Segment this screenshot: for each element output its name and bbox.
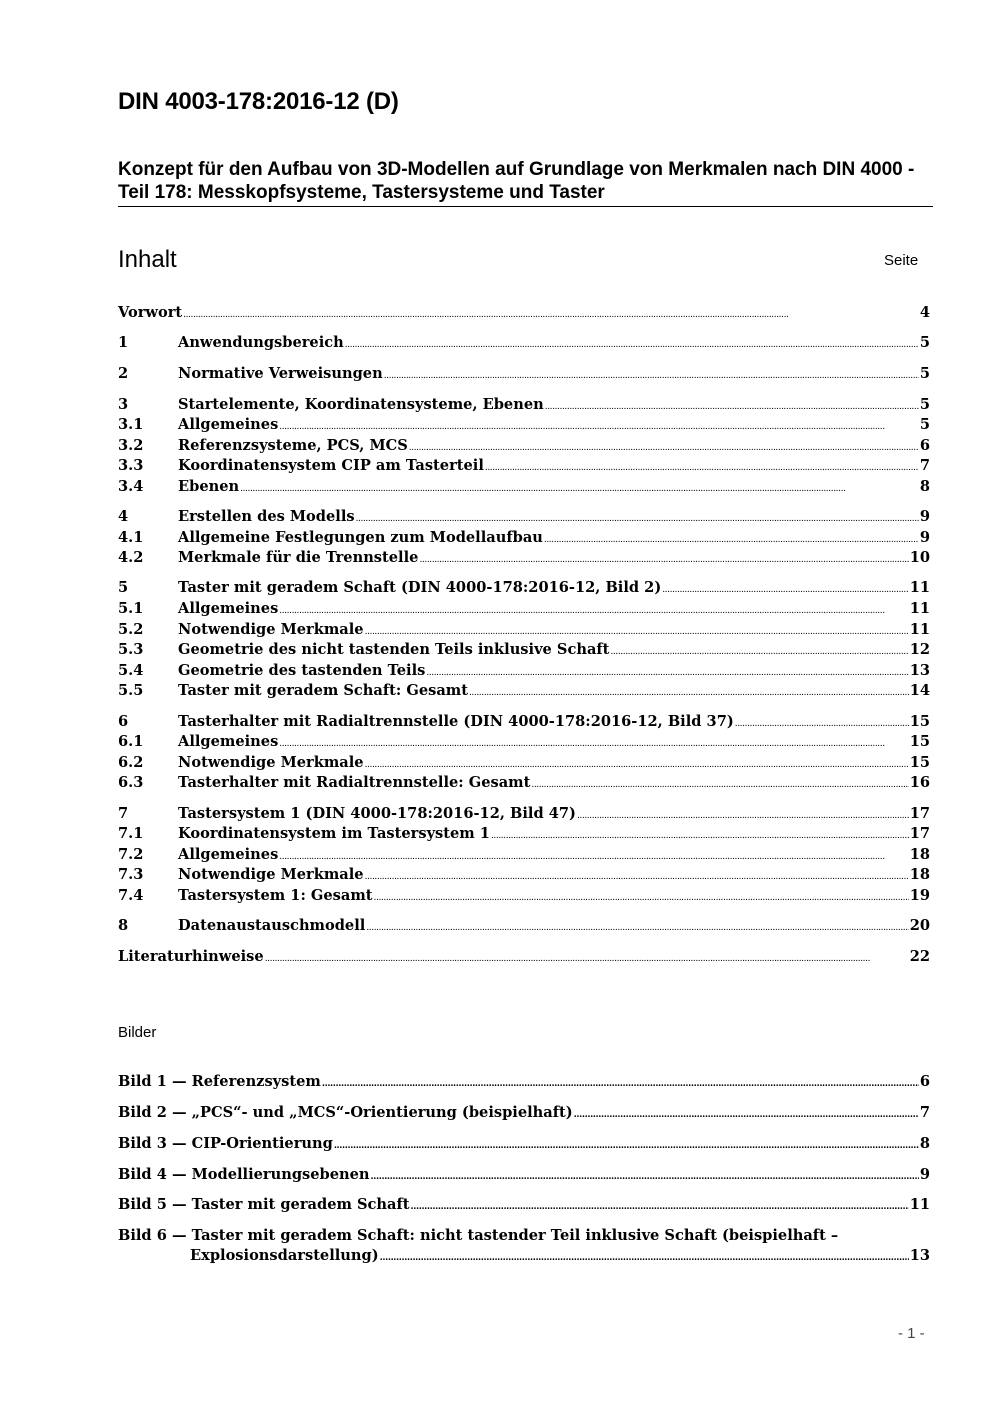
toc-entry-page: 11 (909, 579, 930, 596)
dot-leader (411, 1195, 909, 1217)
figure-entry-page: 8 (919, 1135, 930, 1152)
toc-entry-title: Datenaustauschmodell (178, 917, 366, 934)
toc-entry-title: Allgemeines (178, 846, 279, 863)
toc-entry-title: Notwendige Merkmale (178, 866, 364, 883)
toc-entry-page: 11 (909, 621, 930, 638)
dot-leader (365, 753, 909, 775)
toc-entry-page: 5 (919, 334, 930, 351)
dot-leader (409, 436, 919, 458)
dot-leader (384, 364, 919, 386)
toc-entry-page: 18 (909, 866, 930, 883)
toc-entry-title: Tastersystem 1: Gesamt (178, 887, 373, 904)
toc-entry[interactable] (118, 620, 930, 642)
toc-entry-number: 3.4 (118, 478, 144, 495)
dot-leader (183, 303, 919, 325)
toc-entry[interactable] (118, 456, 930, 478)
toc-entry-title: Allgemeines (178, 416, 279, 433)
toc-entry[interactable] (118, 947, 930, 969)
toc-entry-number: 3.2 (118, 437, 144, 454)
toc-entry[interactable] (118, 732, 930, 754)
figure-entry[interactable] (118, 1165, 930, 1187)
toc-entry-number: 6.1 (118, 733, 144, 750)
toc-entry[interactable] (118, 916, 930, 938)
toc-entry-number: 3 (118, 396, 129, 413)
toc-entry[interactable] (118, 395, 930, 417)
toc-entry-title: Allgemeine Festlegungen zum Modellaufbau (178, 529, 543, 546)
toc-entry[interactable] (118, 599, 930, 621)
toc-heading: Inhalt (118, 246, 177, 273)
toc-entry-title: Taster mit geradem Schaft: Gesamt (178, 682, 468, 699)
toc-entry-page: 16 (909, 774, 930, 791)
toc-entry-title: Anwendungsbereich (178, 334, 344, 351)
toc-entry-title: Allgemeines (178, 600, 279, 617)
figure-entry-title: Bild 5 — Taster mit geradem Schaft (118, 1196, 410, 1213)
toc-entry[interactable] (118, 712, 930, 734)
toc-entry-number: 6.2 (118, 754, 144, 771)
dot-leader (419, 548, 908, 570)
toc-entry-page: 19 (909, 887, 930, 904)
figures-heading: Bilder (118, 1024, 157, 1041)
toc-entry-title: Vorwort (118, 304, 183, 321)
document-subtitle: Konzept für den Aufbau von 3D-Modellen auf Grundlage von Merkmalen nach DIN 4000 - Teil 178: Messkopfsysteme, Tastersysteme und Taster (118, 159, 915, 203)
toc-entry-number: 4.1 (118, 529, 144, 546)
figure-entry-title: Bild 2 — „PCS“- und „MCS“-Orientierung (beispielhaft) (118, 1104, 573, 1121)
dot-leader (279, 845, 908, 867)
figure-entry-page: 9 (919, 1166, 930, 1183)
toc-entry[interactable] (118, 824, 930, 846)
toc-entry-number: 4.2 (118, 549, 144, 566)
dot-leader (662, 578, 908, 600)
dot-leader (345, 333, 919, 355)
toc-entry-title: Erstellen des Modells (178, 508, 355, 525)
figure-entry-page: 6 (919, 1073, 930, 1090)
toc-entry-page: 4 (919, 304, 930, 321)
dot-leader (374, 886, 909, 908)
dot-leader (574, 1103, 919, 1125)
dot-leader (265, 947, 909, 969)
toc-entry-title: Geometrie des tastenden Teils (178, 662, 426, 679)
toc-entry-page: 8 (919, 478, 930, 495)
toc-entry-page: 9 (919, 508, 930, 525)
dot-leader (279, 732, 908, 754)
toc-entry-page: 18 (909, 846, 930, 863)
figure-entry-title-continuation: Explosionsdarstellung) (190, 1247, 379, 1264)
toc-entry-title: Referenzsysteme, PCS, MCS (178, 437, 408, 454)
dot-leader (365, 865, 909, 887)
dot-leader (577, 804, 909, 826)
toc-entry[interactable] (118, 507, 930, 529)
figure-entry[interactable] (118, 1134, 930, 1156)
toc-entry[interactable] (118, 845, 930, 867)
toc-entry-number: 1 (118, 334, 129, 351)
toc-entry[interactable] (118, 333, 930, 355)
toc-entry-number: 6 (118, 713, 129, 730)
toc-entry-number: 5.1 (118, 600, 144, 617)
dot-leader (240, 477, 919, 499)
toc-entry-number: 7.2 (118, 846, 144, 863)
toc-entry-page: 14 (909, 682, 930, 699)
toc-entry-number: 5.2 (118, 621, 144, 638)
toc-entry[interactable] (118, 578, 930, 600)
toc-entry-number: 2 (118, 365, 129, 382)
toc-entry-title: Literaturhinweise (118, 948, 264, 965)
toc-entry-title: Tasterhalter mit Radialtrennstelle (DIN 4000-178:2016-12, Bild 37) (178, 713, 734, 730)
toc-entry-number: 7.4 (118, 887, 144, 904)
figure-entry-title: Bild 6 — Taster mit geradem Schaft: nicht tastender Teil inklusive Schaft (beispielhaft – (118, 1227, 839, 1244)
toc-entry[interactable] (118, 303, 930, 325)
toc-entry-number: 5 (118, 579, 129, 596)
dot-leader (322, 1072, 919, 1094)
toc-entry-title: Normative Verweisungen (178, 365, 383, 382)
toc-entry-page: 15 (909, 754, 930, 771)
toc-entry-title: Koordinatensystem im Tastersystem 1 (178, 825, 490, 842)
toc-entry-page: 11 (909, 600, 930, 617)
toc-entry-page: 6 (919, 437, 930, 454)
toc-entry-page: 15 (909, 733, 930, 750)
figure-entry-page: 7 (919, 1104, 930, 1121)
toc-entry-title: Tastersystem 1 (DIN 4000-178:2016-12, Bild 47) (178, 805, 576, 822)
toc-entry-number: 7 (118, 805, 129, 822)
dot-leader (366, 916, 908, 938)
toc-entry-number: 5.5 (118, 682, 144, 699)
document-title: DIN 4003-178:2016-12 (D) (118, 88, 399, 115)
toc-entry[interactable] (118, 804, 930, 826)
figure-entry-title: Bild 3 — CIP-Orientierung (118, 1135, 333, 1152)
dot-leader (380, 1246, 909, 1268)
toc-entry[interactable] (118, 548, 930, 570)
figure-entry-page: 11 (909, 1196, 930, 1213)
dot-leader (544, 528, 919, 550)
dot-leader (610, 640, 908, 662)
toc-entry[interactable] (118, 640, 930, 662)
toc-entry-page: 15 (909, 713, 930, 730)
figure-entry[interactable] (118, 1195, 930, 1217)
toc-entry-page: 9 (919, 529, 930, 546)
dot-leader (426, 661, 908, 683)
toc-entry-title: Koordinatensystem CIP am Tasterteil (178, 457, 484, 474)
toc-entry-number: 5.4 (118, 662, 144, 679)
dot-leader (334, 1134, 919, 1156)
figure-entry[interactable] (118, 1072, 930, 1094)
toc-entry[interactable] (118, 661, 930, 683)
dot-leader (356, 507, 919, 529)
toc-entry-title: Ebenen (178, 478, 240, 495)
toc-entry-number: 7.1 (118, 825, 144, 842)
figure-entry[interactable] (118, 1103, 930, 1125)
toc-entry-title: Geometrie des nicht tastenden Teils inklusive Schaft (178, 641, 610, 658)
figure-entry-title: Bild 1 — Referenzsystem (118, 1073, 321, 1090)
toc-entry[interactable] (118, 364, 930, 386)
dot-leader (371, 1165, 919, 1187)
toc-entry-number: 7.3 (118, 866, 144, 883)
toc-entry-title: Tasterhalter mit Radialtrennstelle: Gesamt (178, 774, 531, 791)
toc-entry[interactable] (118, 681, 930, 703)
toc-entry[interactable] (118, 436, 930, 458)
dot-leader (485, 456, 919, 478)
dot-leader (531, 773, 908, 795)
toc-entry-number: 4 (118, 508, 129, 525)
figure-entry-title: Bild 4 — Modellierungsebenen (118, 1166, 370, 1183)
dot-leader (279, 415, 919, 437)
toc-entry-title: Allgemeines (178, 733, 279, 750)
figure-entry[interactable] (118, 1226, 930, 1268)
toc-entry[interactable] (118, 415, 930, 437)
toc-entry-page: 17 (909, 805, 930, 822)
toc-entry[interactable] (118, 528, 930, 550)
dot-leader (735, 712, 909, 734)
figure-entry-page: 13 (909, 1247, 930, 1264)
toc-entry-page: 13 (909, 662, 930, 679)
toc-entry-page: 22 (909, 948, 930, 965)
toc-entry[interactable] (118, 773, 930, 795)
dot-leader (279, 599, 908, 621)
toc-entry-title: Taster mit geradem Schaft (DIN 4000-178:2016-12, Bild 2) (178, 579, 662, 596)
toc-entry-title: Startelemente, Koordinatensysteme, Ebenen (178, 396, 544, 413)
toc-entry-number: 3.1 (118, 416, 144, 433)
title-divider (118, 206, 933, 207)
toc-entry-page: 12 (909, 641, 930, 658)
dot-leader (469, 681, 909, 703)
toc-entry-page: 17 (909, 825, 930, 842)
toc-entry-title: Notwendige Merkmale (178, 754, 364, 771)
toc-entry-page: 10 (909, 549, 930, 566)
toc-entry-number: 6.3 (118, 774, 144, 791)
page-number: - 1 - (898, 1325, 925, 1342)
toc-entry-page: 7 (919, 457, 930, 474)
toc-entry[interactable] (118, 865, 930, 887)
toc-entry[interactable] (118, 886, 930, 908)
toc-entry[interactable] (118, 753, 930, 775)
toc-entry-page: 5 (919, 365, 930, 382)
dot-leader (545, 395, 919, 417)
toc-entry-page: 5 (919, 416, 930, 433)
toc-page-column-label: Seite (884, 252, 919, 269)
dot-leader (365, 620, 909, 642)
toc-entry-number: 8 (118, 917, 129, 934)
dot-leader (491, 824, 909, 846)
toc-entry-page: 20 (909, 917, 930, 934)
toc-entry-number: 3.3 (118, 457, 144, 474)
toc-entry-number: 5.3 (118, 641, 144, 658)
toc-entry-title: Notwendige Merkmale (178, 621, 364, 638)
toc-entry[interactable] (118, 477, 930, 499)
toc-entry-title: Merkmale für die Trennstelle (178, 549, 419, 566)
toc-entry-page: 5 (919, 396, 930, 413)
